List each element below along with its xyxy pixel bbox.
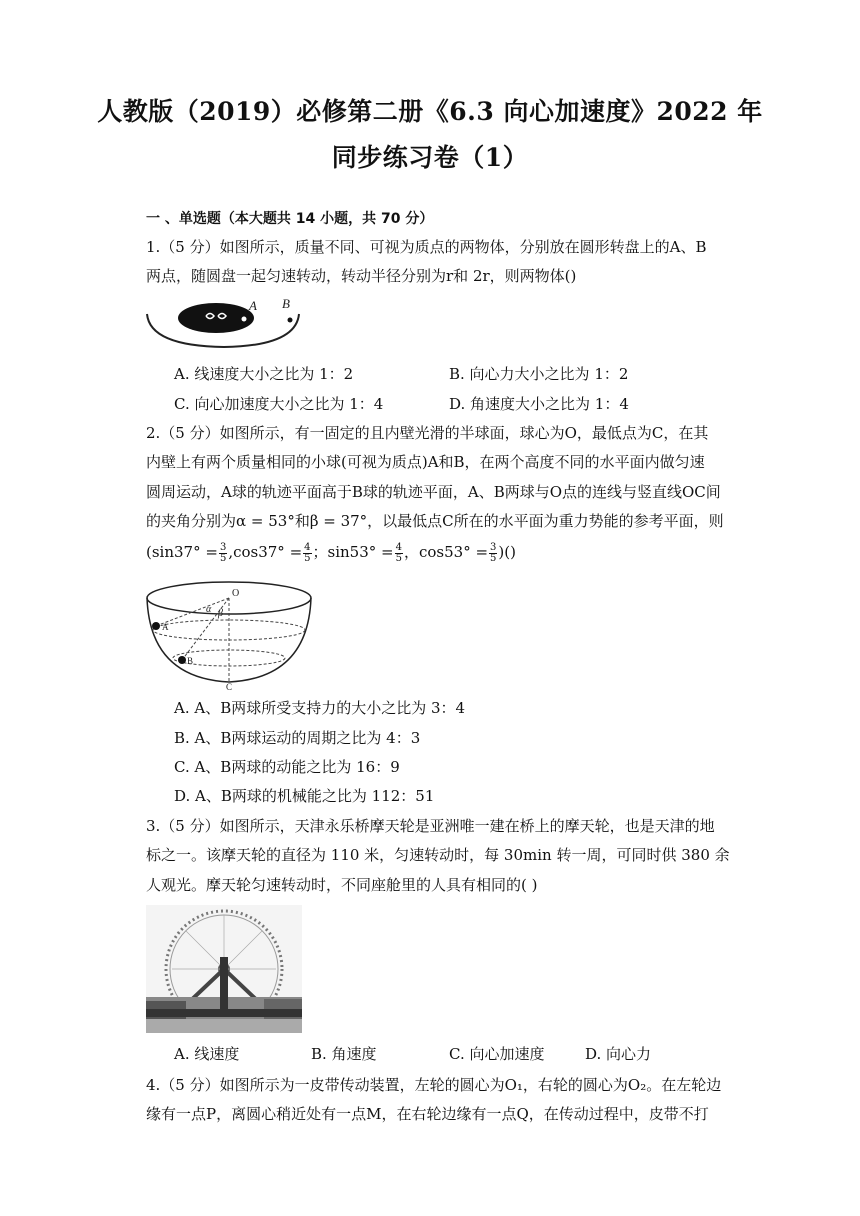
q2-line5: (sin37° = $\frac{3}{5}$ ,cos37° = $\frac{4}{5}$ ；sin53° = $\frac{4}{5}$ ，cos53° = $\frac{3}{5}$ )() [146,541,516,564]
q2-fig-label-beta: β [218,608,223,619]
q1-turntable-figure [144,296,302,352]
q2-line2: 内壁上有两个质量相同的小球(可视为质点)A和B，在两个高度不同的水平面内做匀速 [146,453,705,471]
q2-fig-label-alpha: α [206,604,212,615]
section-heading: 一 、单选题（本大题共 14 小题，共 70 分） [146,211,434,227]
q3-line1: 3.（5 分）如图所示，天津永乐桥摩天轮是亚洲唯一建在桥上的摩天轮，也是天津的地 [146,817,715,835]
q1-fig-label-a: A [249,298,257,313]
q2-hemisphere-figure [144,578,316,690]
q3-option-c[interactable]: C. 向心加速度 [449,1045,545,1063]
q2-line3: 圆周运动，A球的轨迹平面高于B球的轨迹平面，A、B两球与O点的连线与竖直线OC间 [146,483,721,501]
frac-4-5: $\frac{4}{5}$ [304,541,311,564]
q3-option-d[interactable]: D. 向心力 [585,1045,652,1063]
q2-fig-label-c: C [226,682,233,690]
q3-line3: 人观光。摩天轮匀速转动时，不同座舱里的人具有相同的( ) [146,876,538,894]
q3-line2: 标之一。该摩天轮的直径为 110 米，匀速转动时，每 30min 转一周，可同时供 380 余 [146,846,730,864]
q1-option-c[interactable]: C. 向心加速度大小之比为 1：4 [174,395,384,413]
q2-fig-label-o: O [232,588,240,599]
q1-line1: 1.（5 分）如图所示，质量不同、可视为质点的两物体，分别放在圆形转盘上的A、B [146,238,707,256]
q2-fig-label-a: A [162,622,169,632]
q4-line2: 缘有一点P，离圆心稍近处有一点M，在右轮边缘有一点Q，在传动过程中，皮带不打 [146,1105,709,1123]
q2-fig-label-b: B [187,656,194,666]
q3-ferris-wheel-photo [146,905,302,1033]
frac-3-5: $\frac{3}{5}$ [219,541,227,564]
frac-3-5: $\frac{3}{5}$ [490,541,497,564]
q4-line1: 4.（5 分）如图所示为一皮带传动装置，左轮的圆心为O₁，右轮的圆心为O₂。在左轮边 [146,1076,722,1094]
q1-option-d[interactable]: D. 角速度大小之比为 1：4 [449,395,629,413]
frac-4-5: $\frac{4}{5}$ [395,541,402,564]
q2-option-d[interactable]: D. A、B两球的机械能之比为 112：51 [174,787,435,805]
q2-option-c[interactable]: C. A、B两球的动能之比为 16：9 [174,758,400,776]
q1-line2: 两点，随圆盘一起匀速转动，转动半径分别为r和 2r，则两物体() [146,267,577,285]
q2-line1: 2.（5 分）如图所示，有一固定的且内壁光滑的半球面，球心为O，最低点为C，在其 [146,424,709,442]
doc-title-line2: 同步练习卷（1） [331,143,529,172]
q2-option-b[interactable]: B. A、B两球运动的周期之比为 4：3 [174,729,421,747]
q2-line4: 的夹角分别为α = 53°和β = 37°，以最低点C所在的水平面为重力势能的参考平面，则 [146,512,724,530]
q2-option-a[interactable]: A. A、B两球所受支持力的大小之比为 3：4 [174,699,466,717]
q1-option-b[interactable]: B. 向心力大小之比为 1：2 [449,365,629,383]
q1-fig-label-b: B [282,296,290,311]
q1-option-a[interactable]: A. 线速度大小之比为 1：2 [174,365,354,383]
q3-option-a[interactable]: A. 线速度 [174,1045,240,1063]
q3-option-b[interactable]: B. 角速度 [311,1045,377,1063]
doc-title-line1: 人教版（2019）必修第二册《6.3 向心加速度》2022 年 [97,97,763,126]
